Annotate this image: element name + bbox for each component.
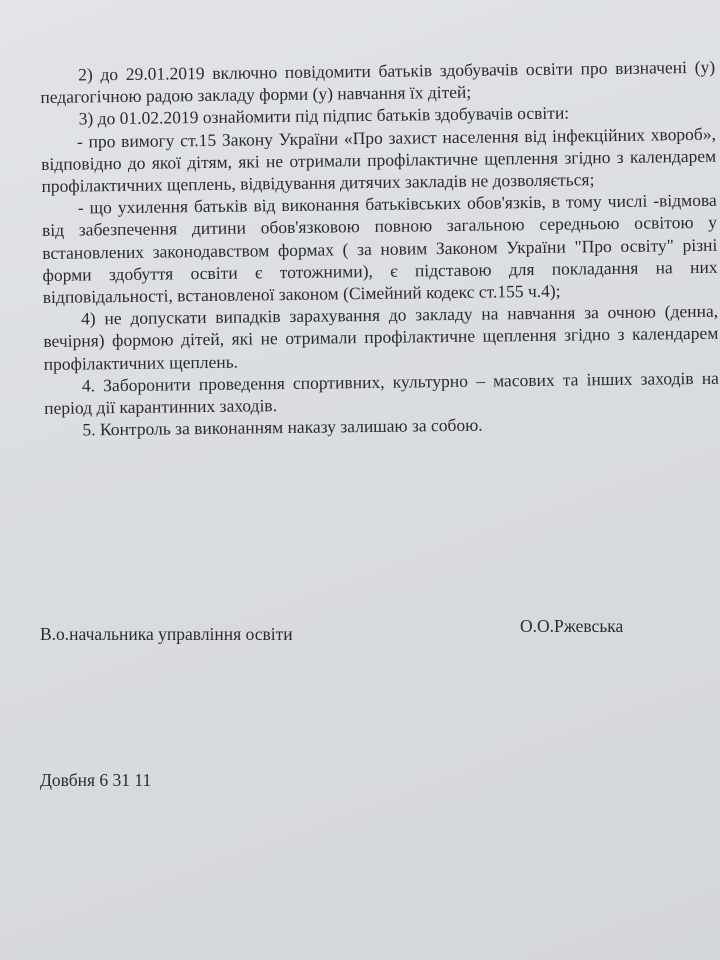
paragraph-item-4: 4) не допускати випадків зарахування до закладу на навчання за очною (денна, вечірня) формою дітей, які не отримали профілактичне щеплення згідно з календарем профілактичних щеплень.	[43, 300, 719, 374]
paragraph-bullet-parental-duties: - що ухилення батьків від виконання батьківських обов'язків, в тому числі -відмова від забезпечення дитини обов'язковою повною загальною середньою освітою у встановлених законодавством формах ( за новим Законом України "Про освіту" різні форми здобуття освіти є тотожними), є підставою для покладання на них відповідальності, встановленої законом (Сімейний кодекс ст.155 ч.4);	[41, 189, 718, 308]
paragraph-item-2: 2) до 29.01.2019 включно повідомити батьків здобувачів освіти про визначені (у) педагогічною радою закладу форми (у) навчання їх дітей;	[40, 56, 716, 108]
signature-title: В.о.начальника управління освіти	[40, 624, 293, 644]
signature-name: О.О.Ржевська	[520, 616, 624, 636]
paragraph-bullet-law-15: - про вимогу ст.15 Закону України «Про захист населення від інфекційних хвороб», відповідно до якої дітям, які не отримали профілактичне щеплення згідно з календарем профілактичних щеплень, відвідування дитячих закладів не дозволяється;	[41, 123, 717, 197]
document-body	[40, 56, 720, 442]
paragraph-point-5: 5. Контроль за виконанням наказу залишаю за собою.	[82, 414, 483, 440]
paragraph-point-4: 4. Заборонити проведення спортивних, культурно – масових та інших заходів на період дії карантинних заходів.	[44, 367, 720, 419]
paragraph-item-3: 3) до 01.02.2019 ознайомити під підпис батьків здобувачів освіти:	[78, 102, 570, 129]
contact-line: Довбня 6 31 11	[40, 770, 152, 790]
